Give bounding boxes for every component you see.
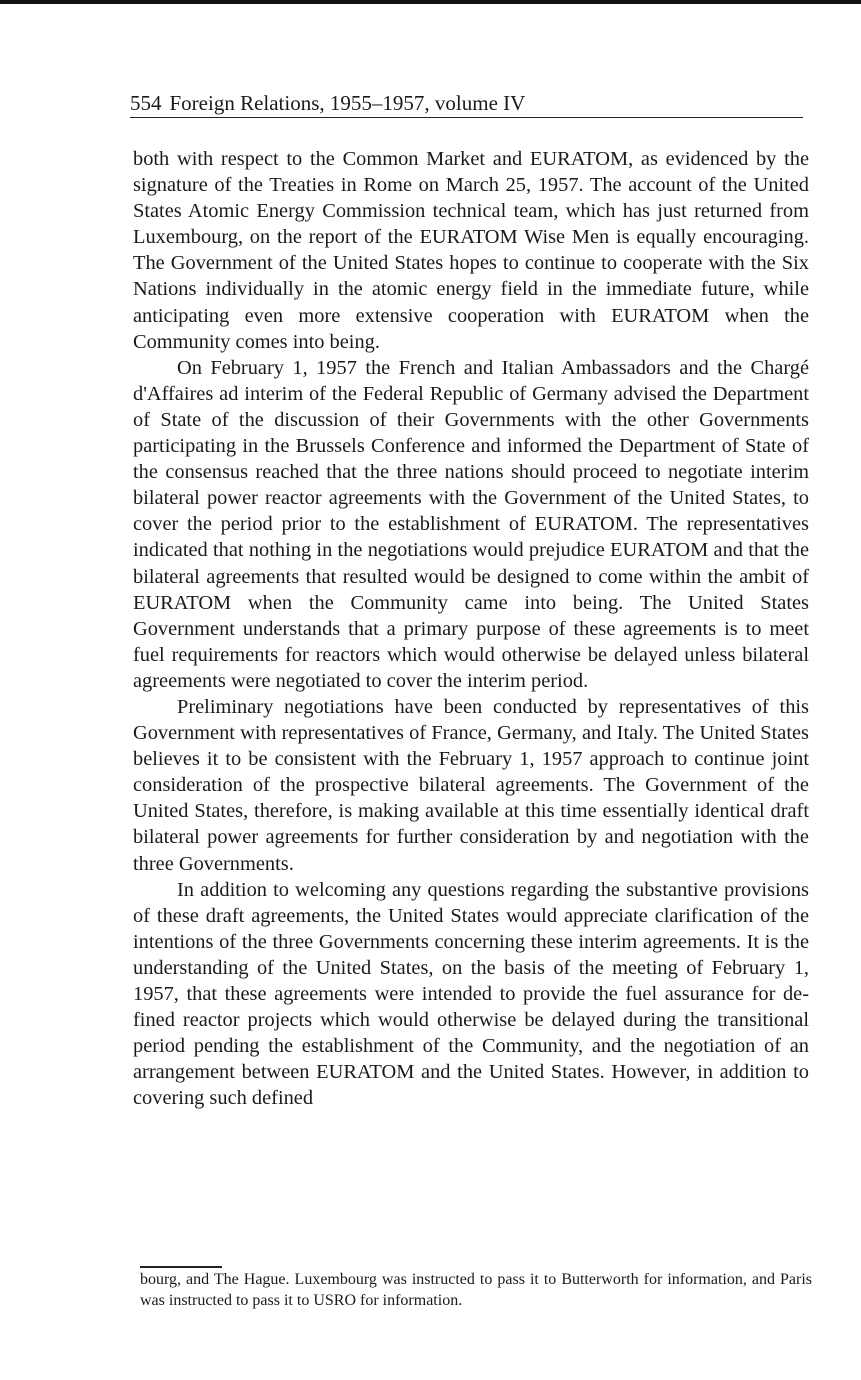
footnote bbox=[140, 1270, 812, 1311]
running-header bbox=[130, 90, 803, 118]
publication-title: Foreign Relations, 1955–1957, volume IV bbox=[169, 91, 526, 115]
paragraph-february-meeting: On February 1, 1957 the French and Italian Ambassadors and the Chargé d'Affaires ad interim of the Federal Republic of Germany advised the Department of State of the discussion of their Governments with the other Governments participating in the Brussels Conference and informed the Department of State of the consensus reached that the three nations should proceed to negotiate interim bilateral power reactor agreements with the Government of the United States, to cover the period prior to the establishment of EURATOM. The representatives indicated that nothing in the negotiations would prejudice EURATOM and that the bilateral agreements that resulted would be designed to come within the ambit of EURATOM when the Community came into being. The United States Government understands that a primary purpose of these agreements is to meet fuel requirements for reactors which would otherwise be delayed unless bilateral agreements were negotiated to cover the interim period. bbox=[133, 356, 809, 692]
footnote-rule bbox=[140, 1266, 222, 1268]
page-number: 554 bbox=[130, 91, 162, 115]
body-text bbox=[133, 146, 809, 1111]
paragraph-preliminary-negotiations: Preliminary negotiations have been conducted by representatives of this Government with representatives of France, Germany, and Italy. The United States believes it to be consistent with the February 1, 1957 approach to continue joint consideration of the prospective bilateral agreements. The Government of the United States, therefore, is making available at this time essentially identical draft bilateral power agreements for further consideration by and negotiation with the three Governments. bbox=[133, 695, 809, 875]
footnote-text: bourg, and The Hague. Luxembourg was instructed to pass it to Butterworth for information, and Paris was instructed to pass it to USRO for information. bbox=[140, 1271, 812, 1309]
paragraph-clarification-request: In addition to welcoming any questions regarding the substantive provisions of these draft agreements, the United States would appreciate clarification of the intentions of the three Governments concerning these interim agreements. It is the understanding of the United States, on the basis of the meeting of February 1, 1957, that these agreements were intended to provide the fuel assurance for defined reactor projects which would otherwise be delayed during the transitional period pending the establishment of the Community, and the negotiation of an arrangement between EURATOM and the United States. However, in addition to covering such defined bbox=[133, 878, 809, 1110]
top-border-rule bbox=[0, 0, 861, 4]
paragraph-continued: both with respect to the Common Market and EURATOM, as evidenced by the signature of the Treaties in Rome on March 25, 1957. The account of the United States Atomic Energy Commission technical team, which has just returned from Luxembourg, on the report of the EURATOM Wise Men is equally encouraging. The Government of the United States hopes to continue to cooperate with the Six Nations individually in the atomic energy field in the immediate future, while anticipating even more extensive cooperation with EURATOM when the Community comes into being. bbox=[133, 148, 809, 353]
